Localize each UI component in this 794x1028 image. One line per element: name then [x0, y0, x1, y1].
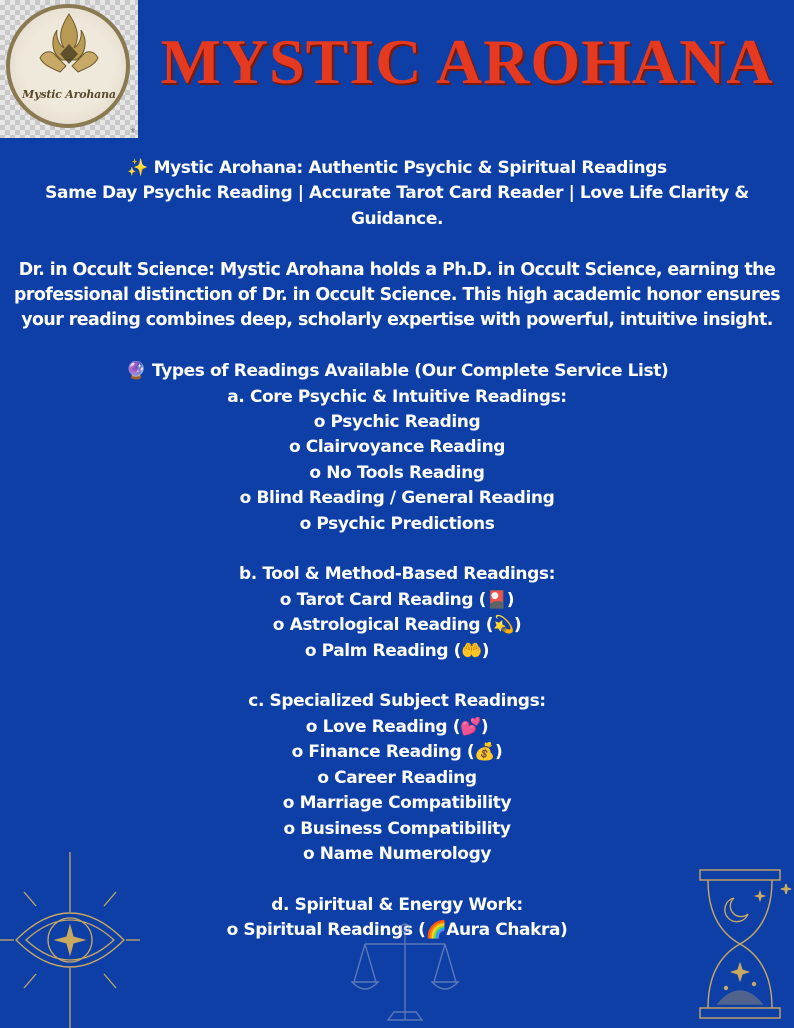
section-title-tools: b. Tool & Method-Based Readings: [239, 564, 555, 585]
list-item: o Finance Reading (💰) [291, 742, 503, 763]
eye-ornament-icon [0, 852, 140, 1028]
list-item: o Tarot Card Reading (🎴) [279, 589, 515, 610]
brand-logo [0, 0, 138, 138]
main-content [0, 156, 794, 944]
list-item: o Psychic Predictions [299, 513, 495, 534]
list-item: o Name Numerology [302, 843, 492, 864]
scales-ornament-icon [350, 920, 460, 1028]
list-item: o Blind Reading / General Reading [239, 488, 555, 509]
list-item: o Marriage Compatibility [282, 793, 512, 814]
list-item: o No Tools Reading [309, 462, 485, 483]
hourglass-ornament-icon [690, 860, 794, 1028]
intro-headline: ✨ Mystic Arohana: Authentic Psychic & Spiritual Readings [127, 158, 667, 178]
logo-trademark: ® [130, 128, 136, 135]
credentials-line-2: professional distinction of Dr. in Occult Science. This high academic honor ensures [13, 285, 781, 306]
list-item: o Spiritual Readings (🌈Aura Chakra) [226, 920, 568, 941]
list-item: o Love Reading (💕) [305, 716, 489, 737]
intro-tagline-line-1: Same Day Psychic Reading | Accurate Tarot Card Reader | Love Life Clarity & [45, 183, 749, 204]
list-item: o Psychic Reading [313, 412, 481, 433]
logo-wordmark: Mystic Arohana [22, 88, 116, 101]
services-heading: 🔮 Types of Readings Available (Our Complete Service List) [125, 361, 669, 382]
credentials-line-3: your reading combines deep, scholarly expertise with powerful, intuitive insight. [21, 310, 773, 331]
credentials-line-1: Dr. in Occult Science: Mystic Arohana holds a Ph.D. in Occult Science, earning the [18, 259, 776, 280]
section-title-core: a. Core Psychic & Intuitive Readings: [227, 386, 567, 407]
section-title-spiritual: d. Spiritual & Energy Work: [271, 894, 523, 915]
list-item: o Career Reading [317, 767, 477, 788]
page-title: MYSTIC AROHANA [160, 26, 774, 97]
list-item: o Palm Reading (🤲) [304, 640, 490, 661]
list-item: o Business Compatibility [283, 818, 511, 839]
list-item: o Astrological Reading (💫) [272, 615, 522, 636]
logo-flame-hands-icon [30, 10, 108, 90]
list-item: o Clairvoyance Reading [288, 437, 506, 458]
intro-tagline-line-2: Guidance. [350, 208, 444, 229]
section-title-specialized: c. Specialized Subject Readings: [248, 691, 546, 712]
